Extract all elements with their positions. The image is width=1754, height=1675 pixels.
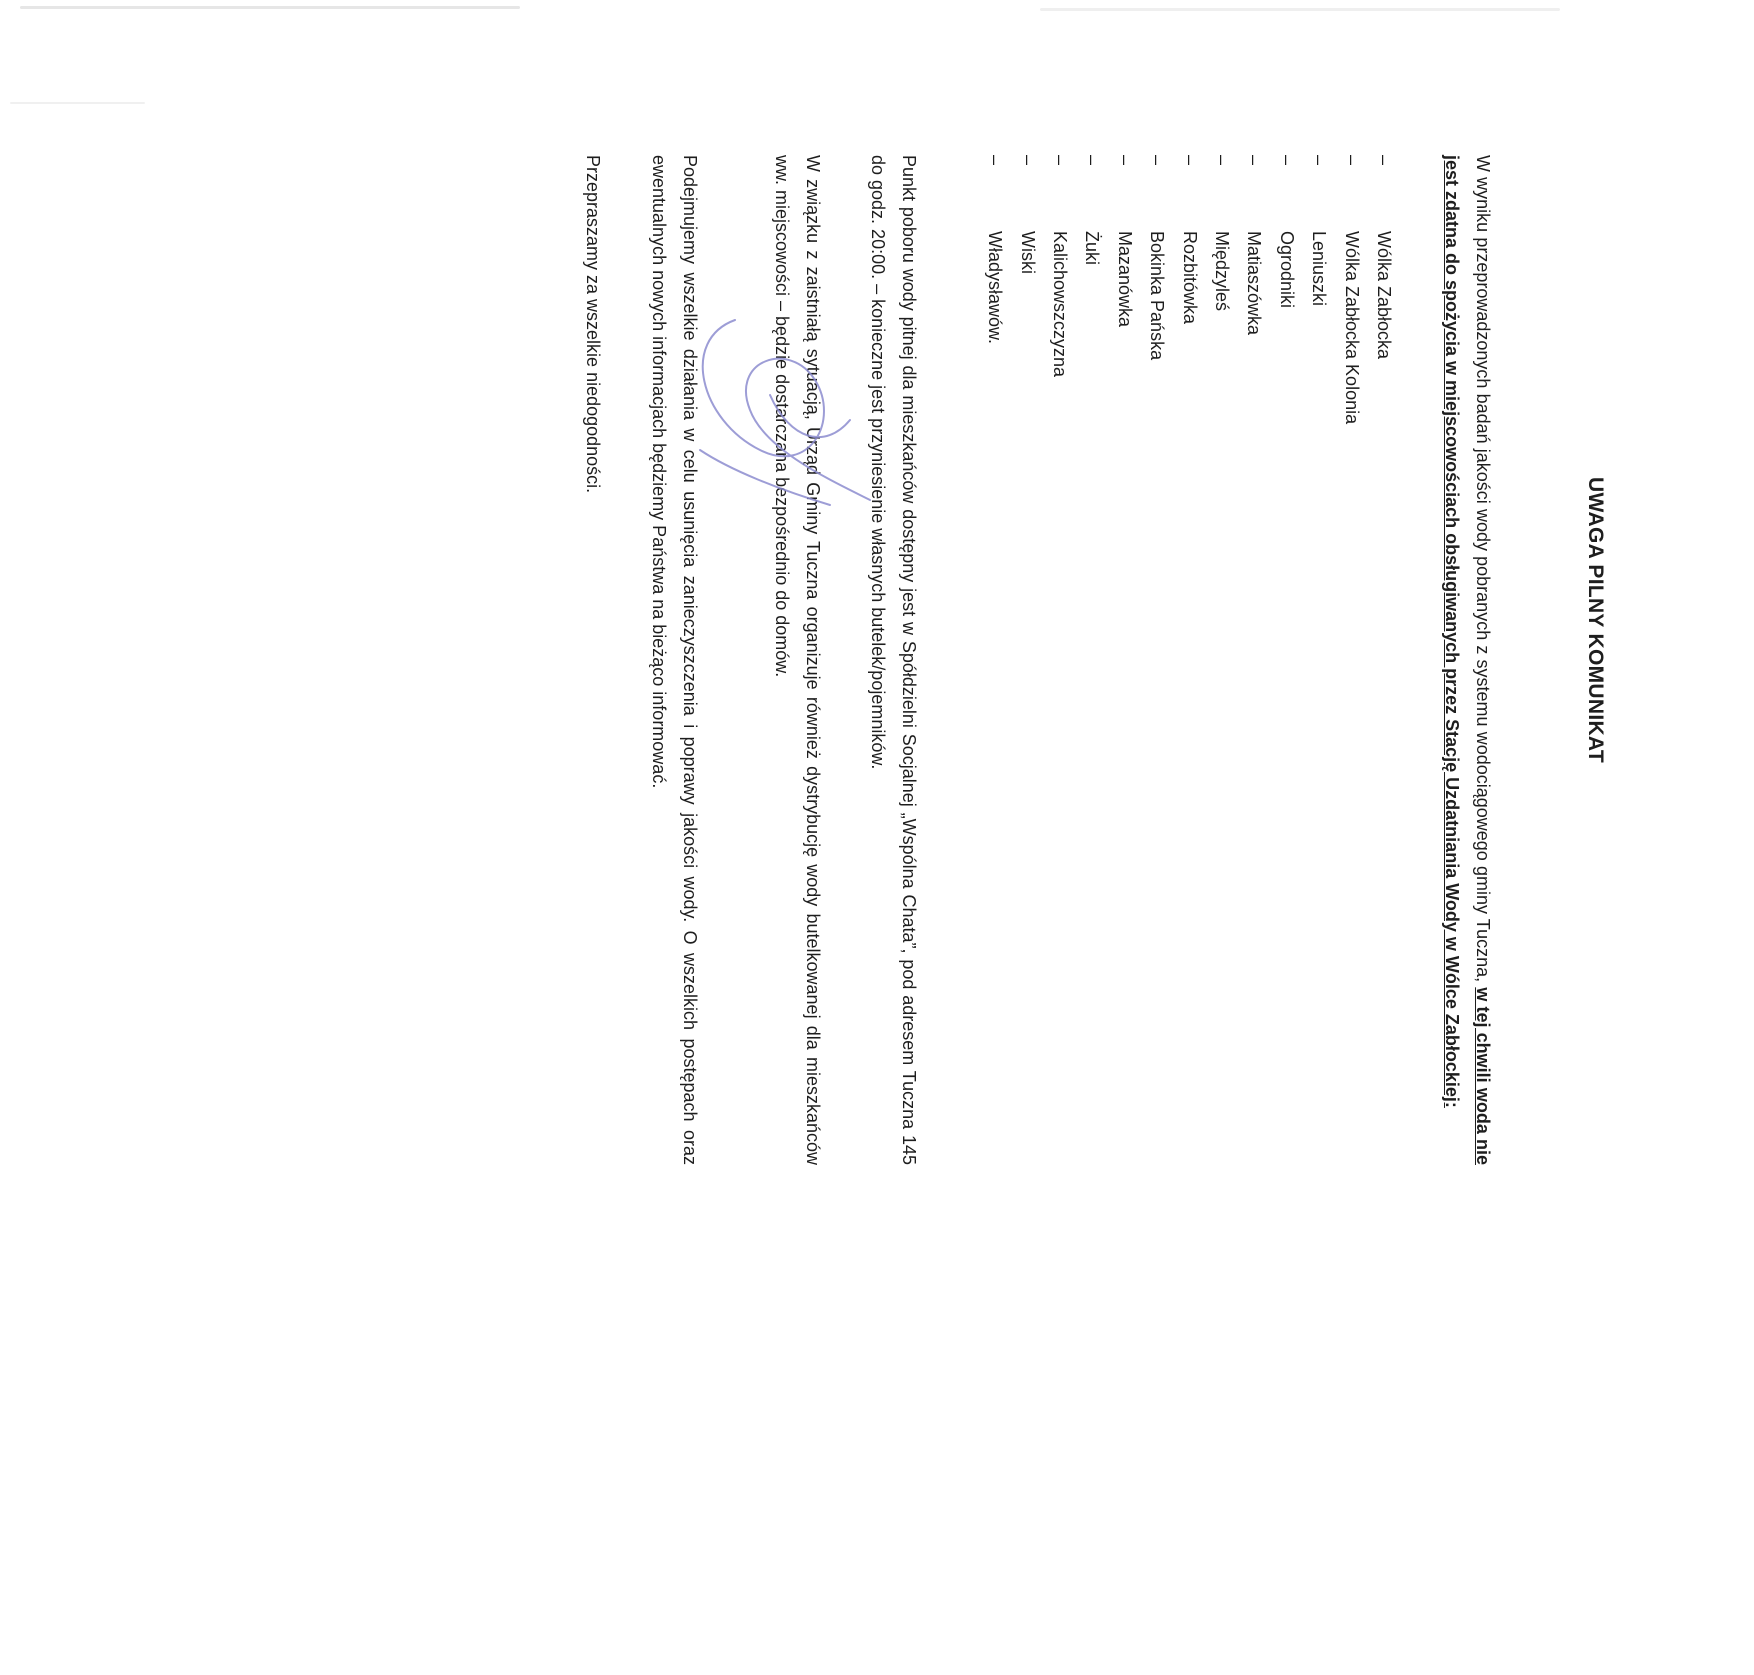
- intro-warning: w tej chwili woda nie jest zdatna do spożycia w miejscowościach obsługiwanych przez Stację Uzdatniania Wody w Wólce Zabłockiej:: [1442, 155, 1493, 1165]
- village-name: Kalichowszczyzna: [1049, 231, 1070, 378]
- village-name: Żuki: [1082, 231, 1103, 266]
- list-item: [1238, 155, 1270, 855]
- list-item: [1206, 155, 1238, 855]
- list-item: [1044, 155, 1076, 855]
- list-item: [1108, 155, 1140, 855]
- handwritten-signature: [640, 300, 920, 520]
- village-name: Bokinka Pańska: [1147, 231, 1168, 361]
- village-name: Mazanówka: [1114, 231, 1135, 328]
- village-name: Międzyleś: [1211, 231, 1232, 312]
- signature-stroke: [700, 320, 870, 505]
- list-dash: –: [1276, 155, 1297, 166]
- list-dash: –: [1211, 155, 1232, 166]
- list-item: [1011, 155, 1043, 855]
- list-item: [1141, 155, 1173, 855]
- list-item: [1270, 155, 1302, 855]
- official-stamp: [0, 1035, 299, 1195]
- apology-paragraph: Przepraszamy za wszelkie niedogodności.: [583, 155, 603, 494]
- list-dash: –: [1082, 155, 1103, 166]
- village-name: Wólka Zabłocka Kolonia: [1341, 231, 1362, 425]
- list-dash: –: [1374, 155, 1394, 166]
- list-item: [1076, 155, 1108, 855]
- list-dash: –: [1341, 155, 1362, 166]
- list-dash: –: [1179, 155, 1200, 166]
- village-name: Wiski: [1017, 231, 1038, 274]
- intro-text: W wyniku przeprowadzonych badań jakości wody pobranych z systemu wodociągowego gminy Tuczna,: [1473, 155, 1493, 988]
- page-title: UWAGA PILNY KOMUNIKAT: [1584, 477, 1607, 763]
- village-name: Wólka Zabłocka: [1374, 231, 1394, 360]
- water-point-paragraph: Punkt poboru wody pitnej dla mieszkańców dostępny jest w Spółdzielni Socjalnej „Wspólna Chata”, pod adresem Tuczna 145 do godz. 20:00. – konieczne jest przyniesienie własnych butelek/pojemników.: [868, 155, 919, 1165]
- list-item: [1173, 155, 1205, 855]
- actions-paragraph: Podejmujemy wszelkie działania w celu usunięcia zanieczyszczenia i poprawy jakości wody. O wszelkich postępach oraz ewentualnych nowych informacjach będziemy Państwa na bieżąco informować.: [649, 155, 700, 1165]
- list-dash: –: [1114, 155, 1135, 166]
- list-item: [1335, 155, 1367, 855]
- list-dash: –: [1244, 155, 1265, 166]
- list-item: [1368, 155, 1400, 855]
- list-dash: –: [1309, 155, 1330, 166]
- list-dash: –: [1147, 155, 1168, 166]
- villages-list: [979, 155, 1400, 855]
- list-dash: –: [1017, 155, 1038, 166]
- bottled-water-paragraph: W związku z zaistniałą sytuacją, Urząd Gminy Tuczna organizuje również dystrybucję wody butelkowanej dla mieszkańców ww. miejscowości – będzie dostarczana bezpośrednio do domów.: [772, 155, 823, 1165]
- village-name: Leniuszki: [1309, 231, 1330, 307]
- list-dash: –: [1049, 155, 1070, 166]
- list-item: [979, 155, 1011, 855]
- village-name: Rozbitówka: [1179, 231, 1200, 325]
- list-item: [1303, 155, 1335, 855]
- village-name: Matiaszówka: [1244, 231, 1265, 336]
- intro-paragraph: [1436, 155, 1498, 1165]
- village-name: Władysławów.: [985, 231, 1006, 345]
- village-name: Ogrodniki: [1276, 231, 1297, 309]
- list-dash: –: [985, 155, 1006, 166]
